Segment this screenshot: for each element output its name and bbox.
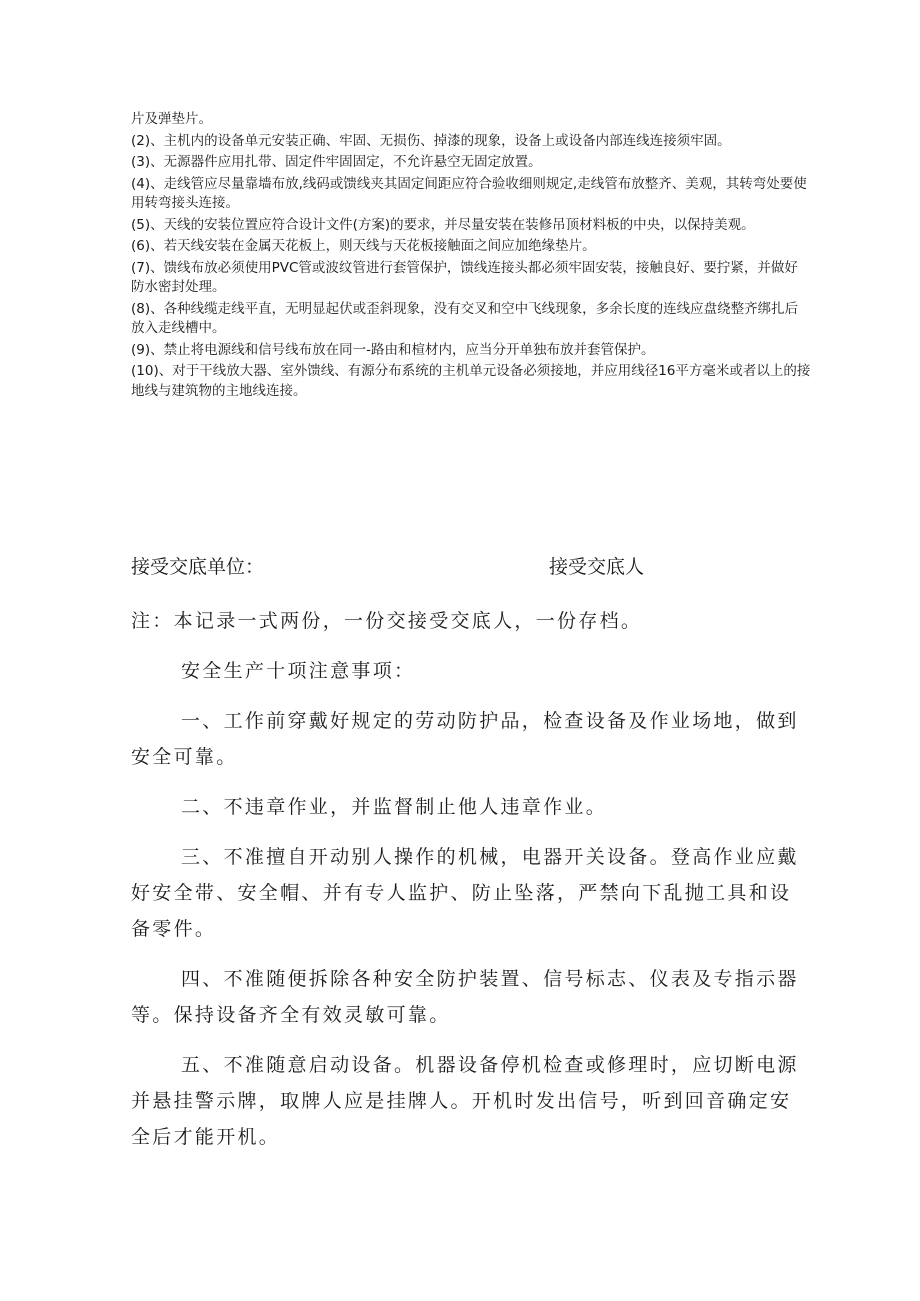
requirement-item: (2)、主机内的设备单元安装正确、牢固、无损伤、掉漆的现象，设备上或设备内部连线连接须牢固。 (131, 132, 731, 149)
record-note (131, 603, 811, 639)
requirement-item: (6)、若天线安装在金属天花板上，则天线与天花板接触面之间应加绝缘垫片。 (131, 238, 596, 254)
safety-item: 五、不准随意启动设备。机器设备停机检查或修理时，应切断电源并悬挂警示牌，取牌人应是挂牌人。开机时发出信号，听到回音确定安全后才能开机。 (131, 1054, 799, 1148)
note-text: 注：本记录一式两份，一份交接受交底人，一份存档。 (131, 610, 643, 632)
receiving-person-label: 接受交底人 (549, 556, 645, 578)
installation-requirements-list (131, 110, 811, 401)
receiving-unit-label: 接受交底单位： (131, 556, 265, 578)
safety-item: 三、不准擅自开动别人操作的机械，电器开关设备。登高作业应戴好安全带、安全帽、并有专人监护、防止坠落，严禁向下乱抛工具和设备零件。 (131, 846, 799, 940)
safety-rules (131, 653, 811, 1169)
requirement-item: 片及弹垫片。 (131, 111, 212, 127)
requirement-item: (8)、各种线缆走线平直，无明显起伏或歪斜现象，没有交叉和空中飞线现象，多余长度的连线应盘绕整齐绑扎后放入走线槽中。 (131, 300, 799, 336)
requirement-item: (4)、走线管应尽量靠墙布放,线码或馈线夹其固定间距应符合验收细则规定,走线管布放整齐、美观，其转弯处要使用转弯接头连接。 (131, 175, 807, 211)
requirement-item: (10)、对于干线放大器、室外馈线、有源分布系统的主机单元设备必须接地，并应用线径16平方毫米或者以上的接地线与建筑物的主地线连接。 (131, 363, 811, 399)
safety-item: 一、工作前穿戴好规定的劳动防护品，检查设备及作业场地，做到安全可靠。 (131, 710, 799, 768)
safety-item: 二、不违章作业，并监督制止他人违章作业。 (181, 796, 608, 818)
safety-item: 四、不准随便拆除各种安全防护装置、信号标志、仪表及专指示器等。保持设备齐全有效灵敏可靠。 (131, 968, 799, 1026)
requirement-item: (9)、禁止将电源线和信号线布放在同一-路由和楦材内，应当分开单独布放并套管保护。 (131, 341, 655, 358)
requirement-item: (7)、馈线布放必须使用PVC管或波纹管进行套管保护，馈线连接头都必须牢固安装，接触良好、要拧紧，并做好防水密封处理。 (131, 259, 798, 295)
requirement-item: (5)、天线的安装位置应符合设计文件(方案)的要求，并尽量安装在装修吊顶材料板的中央，以保持美观。 (131, 216, 755, 233)
safety-heading: 安全生产十项注意事项： (181, 660, 416, 682)
requirement-item: (3)、无源器件应用扎带、固定件牢固固定，不允许悬空无固定放置。 (131, 154, 542, 170)
